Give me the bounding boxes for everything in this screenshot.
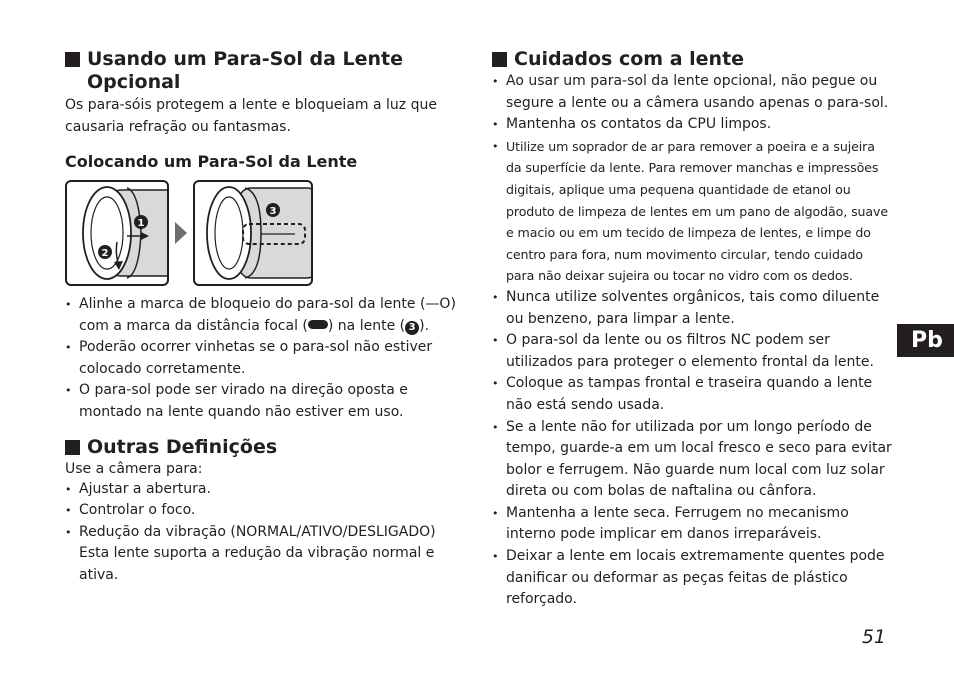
focal-mark-icon xyxy=(308,320,328,329)
lens-care-list xyxy=(492,71,892,611)
list-item: • O para-sol da lente ou os filtros NC podem ser utilizados para proteger o elemento frontal da lente. xyxy=(492,330,892,373)
list-item: • Deixar a lente em locais extremamente quentes pode danificar ou deformar as peças feitas de plástico reforçado. xyxy=(492,546,892,611)
right-column xyxy=(492,48,892,611)
svg-text:3: 3 xyxy=(269,206,277,217)
svg-text:1: 1 xyxy=(137,218,145,229)
use-intro: Use a câmera para: xyxy=(65,460,203,477)
next-step-arrow-icon xyxy=(175,222,187,244)
list-item: • Nunca utilize solventes orgânicos, tais como diluente ou benzeno, para limpar a lente. xyxy=(492,287,892,330)
subheading-attach-hood: Colocando um Para-Sol da Lente xyxy=(65,152,358,171)
heading-lens-hood: Usando um Para-Sol da Lente Opcional xyxy=(65,48,465,94)
language-tab: Pb xyxy=(897,324,954,357)
list-item: • Coloque as tampas frontal e traseira quando a lente não está sendo usada. xyxy=(492,373,892,416)
svg-text:2: 2 xyxy=(101,248,109,259)
lock-mark-symbol: —O xyxy=(425,296,451,312)
heading-square-icon xyxy=(65,52,80,67)
list-item: • Ao usar um para-sol da lente opcional, não pegue ou segure a lente ou a câmera usando apenas o para-sol. xyxy=(492,71,892,114)
hood-intro: Os para-sóis protegem a lente e bloqueiam a luz que causaria refração ou fantasmas. xyxy=(65,97,437,135)
hood-notes-list xyxy=(65,294,465,424)
callout-3-icon: 3 xyxy=(405,321,419,335)
list-item: • Alinhe a marca de bloqueio do para-sol da lente (—O) com a marca da distância focal ( ) na lente ( 3 ). xyxy=(65,294,465,337)
left-column xyxy=(65,48,465,587)
heading-lens-care: Cuidados com a lente xyxy=(492,48,892,71)
page-number: 51 xyxy=(861,626,886,648)
list-item: • Mantenha os contatos da CPU limpos. xyxy=(492,114,892,136)
hood-figures xyxy=(65,180,465,286)
list-item: • Ajustar a abertura. xyxy=(65,479,465,501)
list-item: • Se a lente não for utilizada por um longo período de tempo, guarde-a em um local fresco e seco para evitar bolor e ferrugem. Não guarde num local com luz solar direta ou com bolas de naftalina ou cânfora. xyxy=(492,417,892,503)
list-item: • Utilize um soprador de ar para remover a poeira e a sujeira da superfície da lente. Para remover manchas e impressões digitais, aplique uma pequena quantidade de etanol ou produto de limpeza de lentes em um pano de algodão, suave e macio ou em um tecido de limpeza de lentes, e limpe do centro para fora, num movimento circular, tendo cuidado para não deixar sujeira ou tocar no vidro com os dedos. xyxy=(492,136,892,287)
hood-attach-illustration xyxy=(65,180,169,286)
list-item: • Poderão ocorrer vinhetas se o para-sol não estiver colocado corretamente. xyxy=(65,337,465,380)
camera-uses-list xyxy=(65,479,465,587)
list-item: • Mantenha a lente seca. Ferrugem no mecanismo interno pode implicar em danos irreparáveis. xyxy=(492,503,892,546)
heading-square-icon xyxy=(492,52,507,67)
hood-aligned-illustration xyxy=(193,180,313,286)
heading-other-settings: Outras Definições xyxy=(65,436,465,459)
list-item: • Redução da vibração (NORMAL/ATIVO/DESLIGADO) Esta lente suporta a redução da vibração normal e ativa. xyxy=(65,522,465,587)
heading-square-icon xyxy=(65,440,80,455)
list-item: • Controlar o foco. xyxy=(65,500,465,522)
list-item: • O para-sol pode ser virado na direção oposta e montado na lente quando não estiver em uso. xyxy=(65,380,465,423)
